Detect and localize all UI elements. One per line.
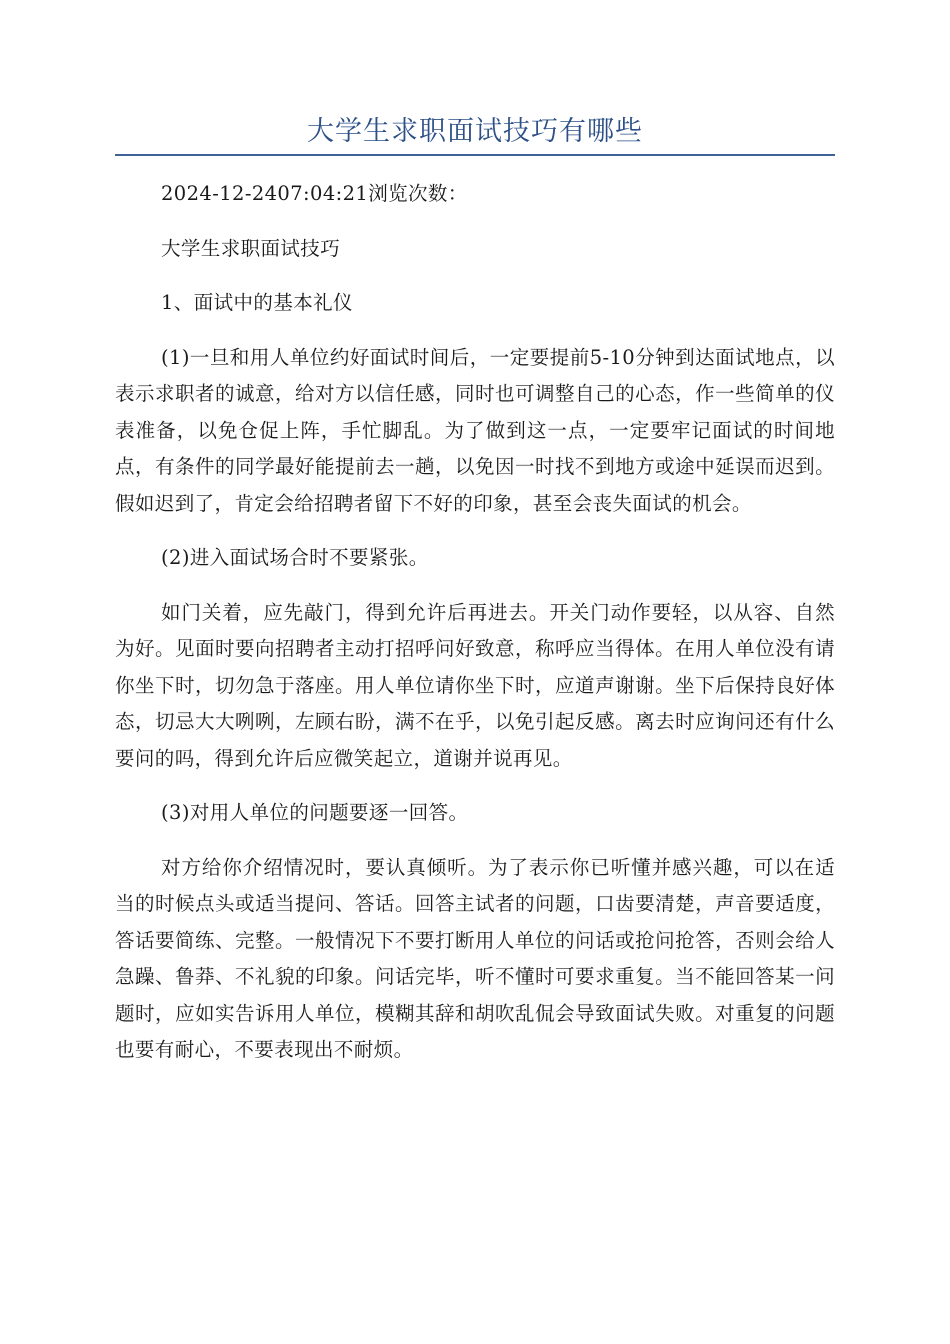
body-paragraph: 对方给你介绍情况时，要认真倾听。为了表示你已听懂并感兴趣，可以在适当的时候点头或适当提问、答话。回答主试者的问题，口齿要清楚，声音要适度，答话要简练、完整。一般情况下不要打断用人单位的问话或抢问抢答，否则会给人急躁、鲁莽、不礼貌的印象。问话完毕，听不懂时可要求重复。当不能回答某一问题时，应如实告诉用人单位，模糊其辞和胡吹乱侃会导致面试失败。对重复的问题也要有耐心，不要表现出不耐烦。	[115, 855, 835, 1061]
document-title: 大学生求职面试技巧有哪些	[307, 116, 643, 147]
meta-line: 2024-12-2407:04:21浏览次数：	[161, 182, 468, 205]
point-heading: (3)对用人单位的问题要逐一回答。	[161, 801, 469, 824]
title-underline	[115, 154, 835, 156]
subsection-heading: 1、面试中的基本礼仪	[161, 291, 353, 314]
body-paragraph: (1)一旦和用人单位约好面试时间后，一定要提前5-10分钟到达面试地点，以表示求职者的诚意，给对方以信任感，同时也可调整自己的心态，作一些简单的仪表准备，以免仓促上阵，手忙脚乱。为了做到这一点，一定要牢记面试的时间地点，有条件的同学最好能提前去一趟，以免因一时找不到地方或途中延误而迟到。假如迟到了，肯定会给招聘者留下不好的印象，甚至会丧失面试的机会。	[115, 345, 835, 515]
section-heading: 大学生求职面试技巧	[161, 236, 341, 260]
body-paragraph: 如门关着，应先敲门，得到允许后再进去。开关门动作要轻，以从容、自然为好。见面时要向招聘者主动打招呼问好致意，称呼应当得体。在用人单位没有请你坐下时，切勿急于落座。用人单位请你坐下时，应道声谢谢。坐下后保持良好体态，切忌大大咧咧，左顾右盼，满不在乎，以免引起反感。离去时应询问还有什么要问的吗，得到允许后应微笑起立，道谢并说再见。	[115, 600, 835, 770]
document-body	[115, 176, 835, 1087]
point-heading: (2)进入面试场合时不要紧张。	[161, 546, 429, 569]
